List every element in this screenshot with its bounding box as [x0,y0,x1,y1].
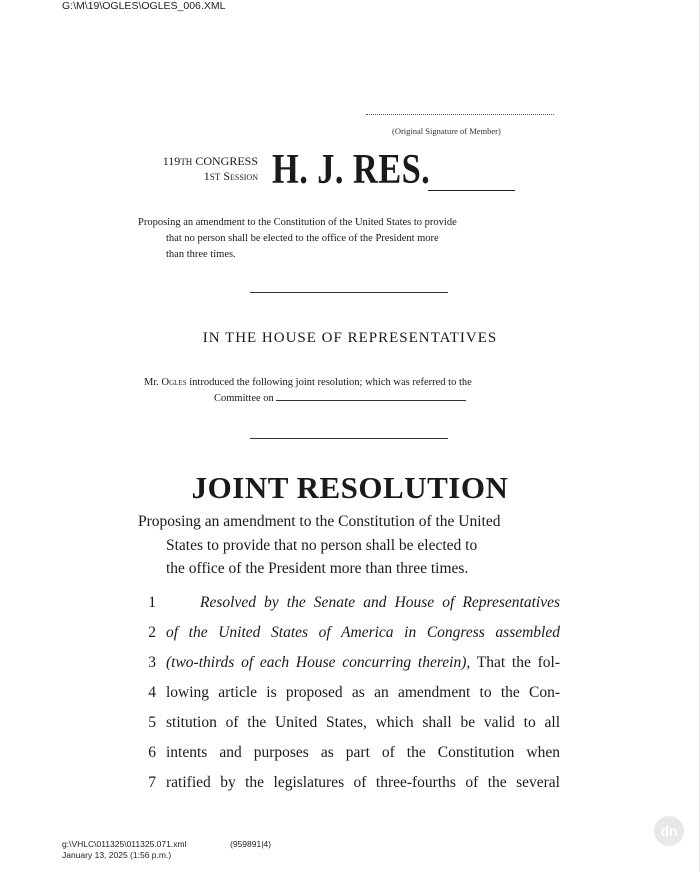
divider [250,438,448,439]
sponsor-prefix: Mr. [144,377,159,388]
session-word: Session [223,169,258,183]
page-footer [62,839,271,861]
chamber-heading: IN THE HOUSE OF REPRESENTATIVES [202,330,498,346]
committee-label: Committee on [214,393,274,404]
divider [250,292,448,293]
committee-blank [276,392,466,401]
footer-date: January 13, 2025 (1:56 p.m.) [62,850,172,860]
congress-suffix: TH [180,157,193,167]
congress-word: CONGRESS [195,154,258,168]
congress-session [142,154,258,184]
line-text: lowing article is proposed as an amendment to the Con- [166,684,560,701]
summary-line: than three times. [166,249,236,260]
body-line [0,772,700,802]
line-number: 2 [148,624,156,641]
file-path: G:\M\19\OGLES\OGLES_006.XML [62,0,226,12]
footer-file: g:\VHLC\011325\011325.071.xml [62,839,187,849]
body-line [0,742,700,772]
body-line [0,682,700,712]
line-text: of the United States of America in Congress assembled [166,624,560,641]
intro-text: introduced the following joint resolution; which was referred to the [189,377,472,388]
line-number: 5 [148,714,156,731]
session-suffix: ST [209,172,221,182]
congress-line [142,154,258,169]
signature-line [366,114,554,115]
line-number: 1 [148,594,156,611]
intro-line [138,391,562,407]
line-number: 4 [148,684,156,701]
line-text-italic: (two-thirds of each House concurring therein), [166,654,471,671]
purpose-line: States to provide that no person shall be elected to [166,536,478,554]
line-number: 6 [148,744,156,761]
body-line [0,622,700,652]
line-number: 3 [148,654,156,671]
resolution-purpose [138,510,562,581]
body-line [0,712,700,742]
body-line [0,652,700,682]
purpose-line: Proposing an amendment to the Constitution of the United [138,513,501,530]
watermark-logo-icon: dn [654,816,684,846]
sponsor-name: Ogles [161,377,187,388]
line-text: stitution of the United States, which shall be valid to all [166,714,560,731]
signature-caption: (Original Signature of Member) [392,126,501,136]
summary-line: that no person shall be elected to the office of the President more [166,233,439,244]
document-title: JOINT RESOLUTION [191,470,509,505]
session-line [142,169,258,184]
congress-number: 119 [162,154,181,168]
line-text: ratified by the legislatures of three-fourths of the several [166,774,560,791]
bill-summary [138,215,562,263]
line-text-roman: That the fol- [476,654,560,671]
bill-type: H. J. RES. [272,147,431,193]
intro-line [138,375,562,391]
body-line [0,592,700,622]
line-text: Resolved by the Senate and House of Representatives [200,594,560,611]
session-number: 1 [203,169,210,183]
introduction [138,375,562,407]
purpose-line: the office of the President more than three times. [166,560,469,577]
bill-number-blank [428,190,515,191]
footer-code: (959891|4) [230,839,271,849]
line-text: intents and purposes as part of the Constitution when [166,744,560,761]
line-number: 7 [148,774,156,791]
summary-line: Proposing an amendment to the Constitution of the United States to provide [138,217,457,228]
line-text [166,652,560,674]
